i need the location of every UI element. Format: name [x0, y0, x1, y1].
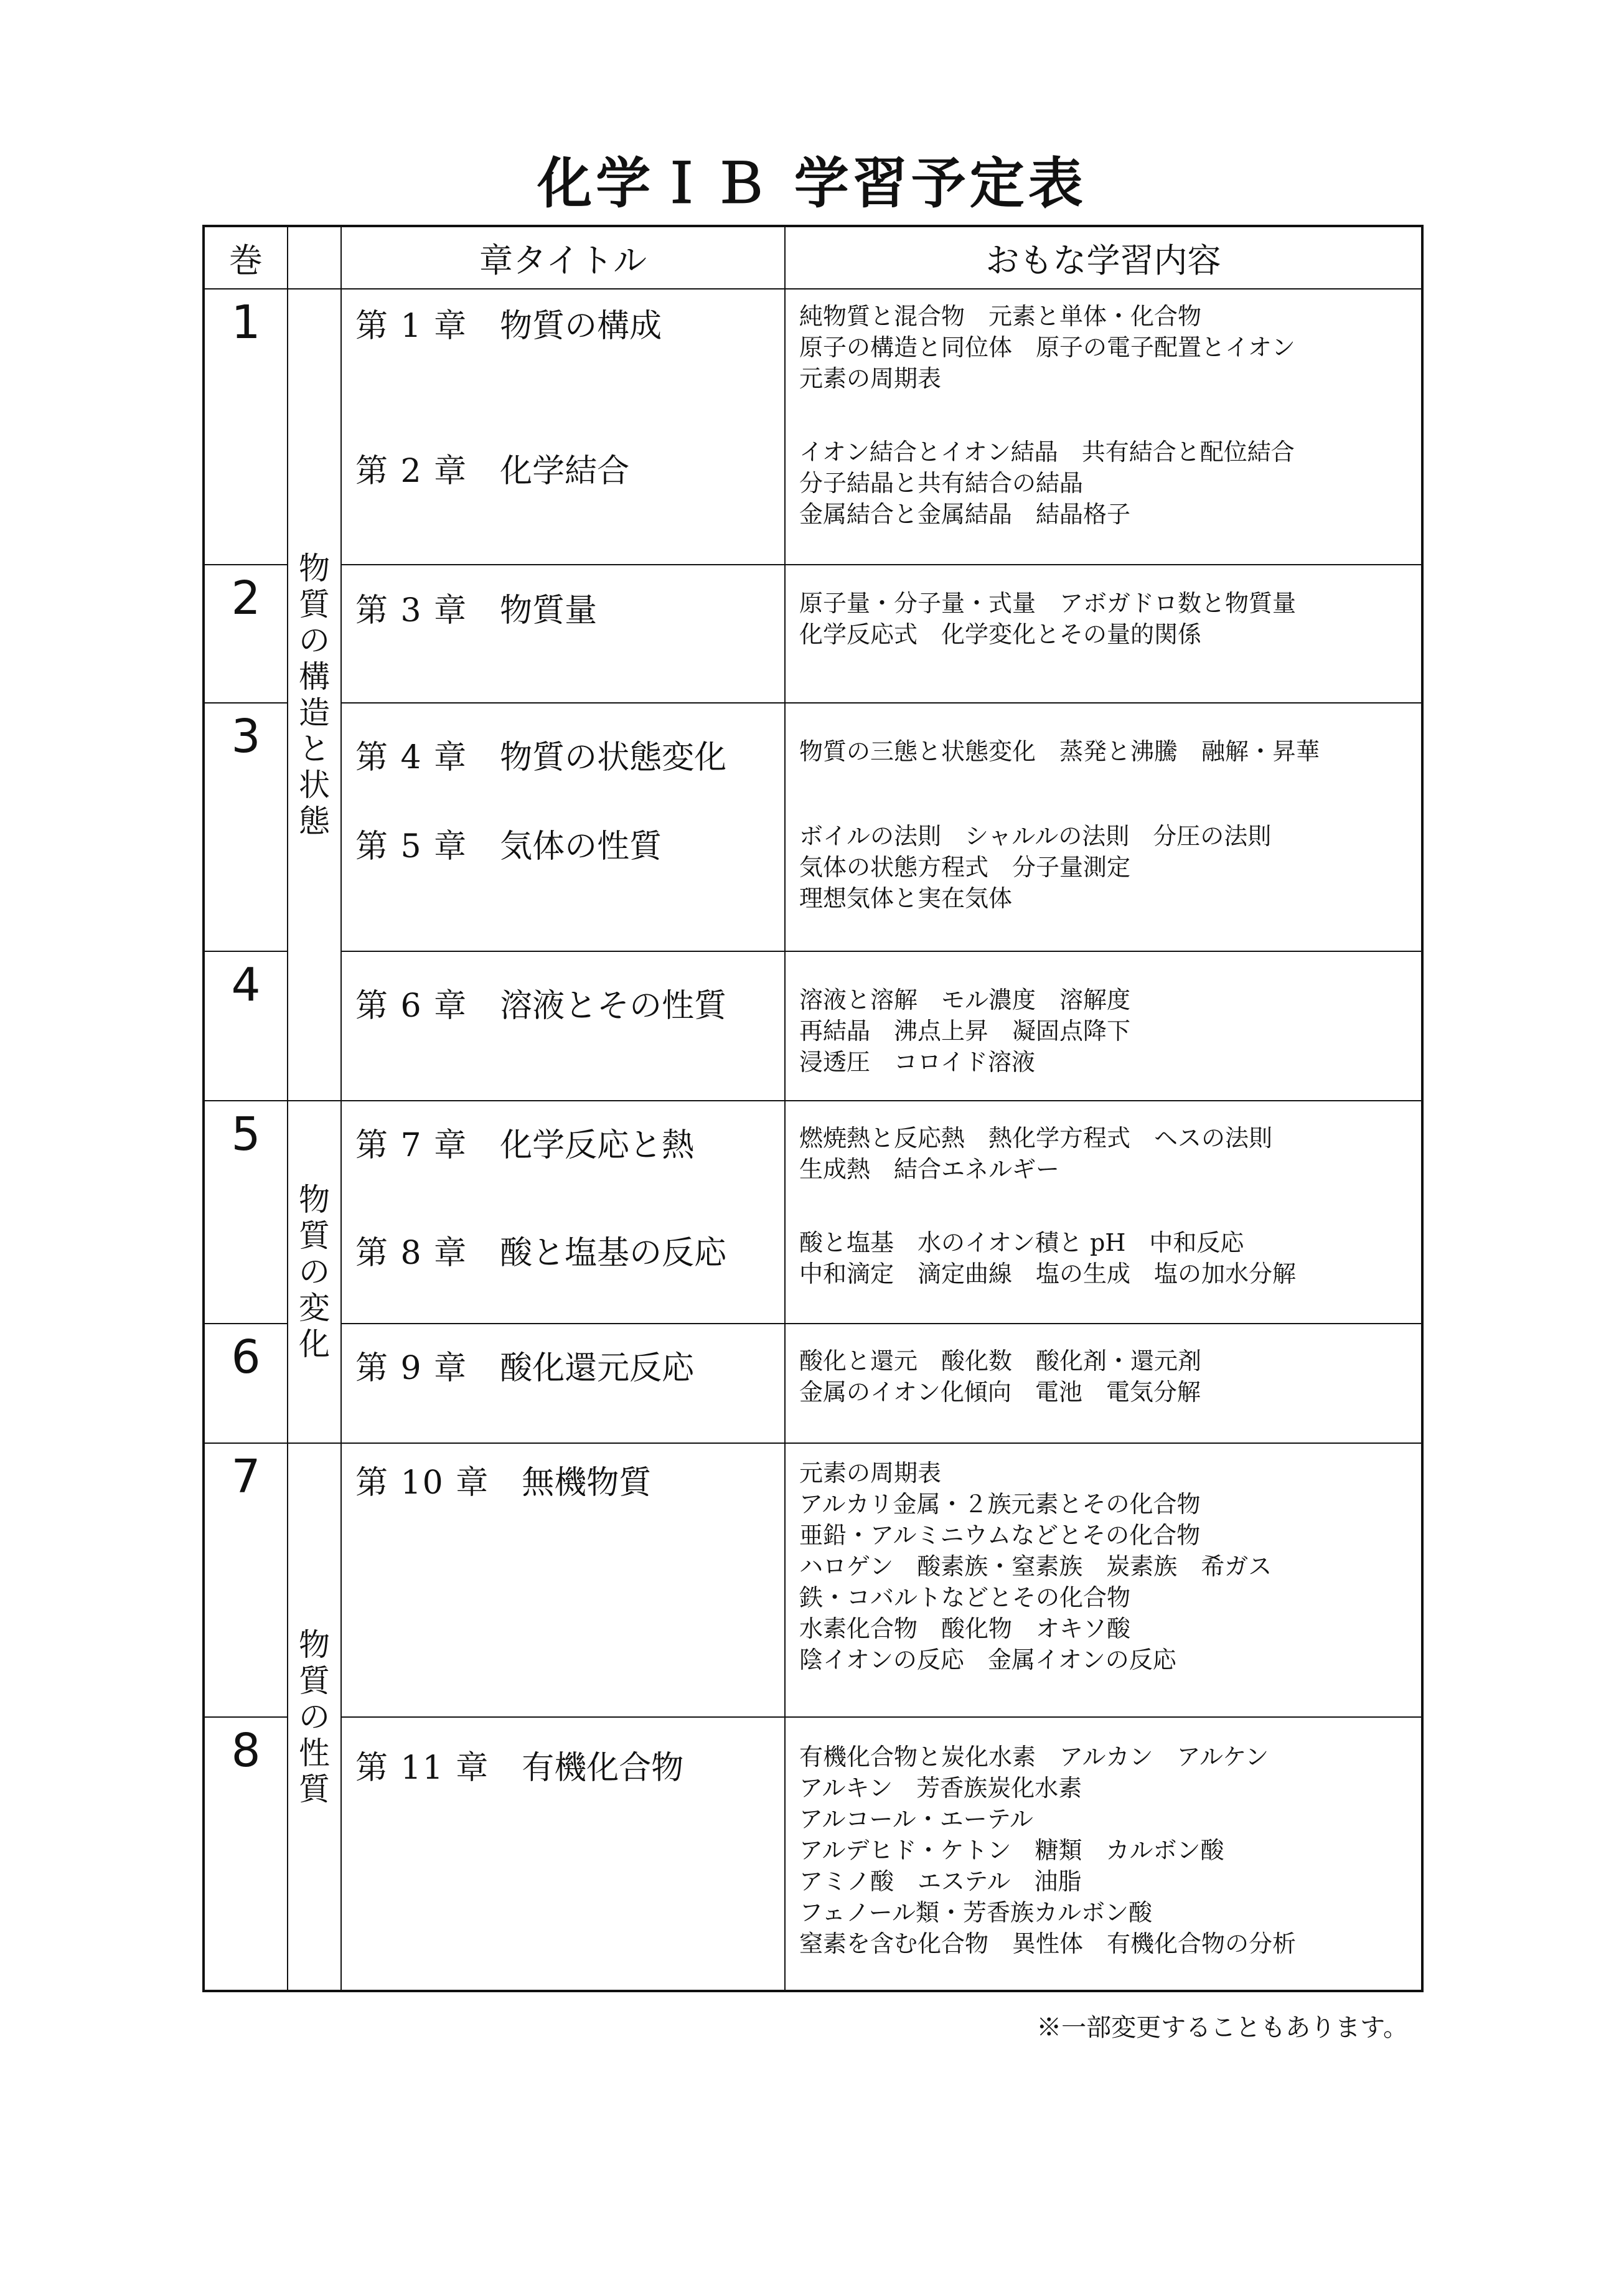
content-line: 酸化と還元 酸化数 酸化剤・還元剤: [799, 1347, 1202, 1375]
chapter-cell: [341, 951, 785, 1101]
schedule-table: [202, 225, 1424, 1992]
category-label: 物質の性質: [299, 1626, 330, 1807]
content-cell: [785, 1101, 1422, 1324]
chapter-entry: 第 2 章 化学結合: [355, 453, 630, 490]
chapter-entry: 第 5 章 気体の性質: [355, 828, 662, 865]
content-line: 亜鉛・アルミニウムなどとその化合物: [799, 1522, 1201, 1549]
header-category: [288, 226, 341, 289]
content-line: 原子の構造と同位体 原子の電子配置とイオン: [799, 334, 1295, 361]
table-row: [204, 1443, 1422, 1717]
content-line: 生成熱 結合エネルギー: [799, 1155, 1060, 1183]
content-line: 再結晶 沸点上昇 凝固点降下: [799, 1017, 1131, 1045]
chapter-entry: 第 6 章 溶液とその性質: [355, 987, 727, 1025]
table-row: [204, 1717, 1422, 1991]
header-chapter: 章タイトル: [341, 226, 785, 289]
chapter-entry: 第 4 章 物質の状態変化: [355, 739, 727, 776]
content-cell: [785, 1324, 1422, 1443]
header-content: おもな学習内容: [785, 226, 1422, 289]
table-row: [204, 289, 1422, 565]
chapter-entry: 第 7 章 化学反応と熱: [355, 1127, 695, 1164]
content-cell: [785, 951, 1422, 1101]
content-line: アミノ酸 エステル 油脂: [799, 1868, 1082, 1895]
content-cell: [785, 703, 1422, 951]
content-cell: [785, 565, 1422, 703]
category-label: 物質の構造と状態: [299, 550, 330, 839]
content-line: イオン結合とイオン結晶 共有結合と配位結合: [799, 438, 1295, 466]
chapter-entry: 第 1 章 物質の構成: [355, 308, 662, 345]
content-line: 窒素を含む化合物 異性体 有機化合物の分析: [799, 1930, 1297, 1957]
chapter-cell: [341, 289, 785, 565]
chapter-entry: 第 9 章 酸化還元反応: [355, 1350, 695, 1387]
content-line: 気体の状態方程式 分子量測定: [799, 854, 1131, 881]
table-row: [204, 565, 1422, 703]
volume-number: 5: [204, 1101, 288, 1324]
content-line: ボイルの法則 シャルルの法則 分圧の法則: [799, 822, 1272, 850]
content-line: 分子結晶と共有結合の結晶: [799, 469, 1084, 497]
content-cell: [785, 1443, 1422, 1717]
footnote: ※一部変更することもあります。: [1036, 2013, 1408, 2042]
chapter-cell: [341, 1717, 785, 1991]
header-volume: 巻: [204, 226, 288, 289]
volume-number: 1: [204, 289, 288, 565]
content-line: 金属結合と金属結晶 結晶格子: [799, 501, 1131, 528]
content-cell: [785, 289, 1422, 565]
header-row: [204, 226, 1422, 289]
category-cell: [288, 289, 341, 1101]
page-title: 化学ＩＢ 学習予定表: [537, 151, 1087, 215]
category-cell: [288, 1101, 341, 1443]
content-line: 水素化合物 酸化物 オキソ酸: [799, 1615, 1131, 1642]
volume-number: 2: [204, 565, 288, 703]
table-row: [204, 703, 1422, 951]
content-line: 純物質と混合物 元素と単体・化合物: [799, 303, 1202, 330]
content-line: 理想気体と実在気体: [799, 885, 1013, 912]
content-line: 鉄・コバルトなどとその化合物: [799, 1584, 1131, 1611]
content-line: 有機化合物と炭化水素 アルカン アルケン: [799, 1743, 1269, 1771]
volume-number: 4: [204, 951, 288, 1101]
chapter-cell: [341, 1324, 785, 1443]
chapter-cell: [341, 1101, 785, 1324]
content-line: 溶液と溶解 モル濃度 溶解度: [799, 986, 1131, 1014]
content-line: 元素の周期表: [799, 365, 942, 392]
volume-number: 7: [204, 1443, 288, 1717]
volume-number: 3: [204, 703, 288, 951]
content-line: アルコール・エーテル: [799, 1805, 1033, 1833]
content-line: 浸透圧 コロイド溶液: [799, 1048, 1035, 1076]
content-line: アルデヒド・ケトン 糖類 カルボン酸: [799, 1837, 1224, 1864]
chapter-cell: [341, 703, 785, 951]
table-row: [204, 1101, 1422, 1324]
content-line: 原子量・分子量・式量 アボガドロ数と物質量: [799, 590, 1297, 617]
content-line: フェノール類・芳香族カルボン酸: [799, 1899, 1152, 1926]
table-row: [204, 951, 1422, 1101]
content-line: 酸と塩基 水のイオン積と pH 中和反応: [799, 1229, 1244, 1256]
content-line: 陰イオンの反応 金属イオンの反応: [799, 1646, 1176, 1673]
chapter-entry: 第 8 章 酸と塩基の反応: [355, 1235, 727, 1272]
chapter-cell: [341, 565, 785, 703]
content-line: アルカリ金属・２族元素とその化合物: [799, 1490, 1201, 1518]
content-line: 元素の周期表: [799, 1459, 942, 1487]
chapter-cell: [341, 1443, 785, 1717]
volume-number: 6: [204, 1324, 288, 1443]
content-line: アルキン 芳香族炭化水素: [799, 1774, 1082, 1802]
category-label: 物質の変化: [299, 1182, 330, 1362]
content-line: 中和滴定 滴定曲線 塩の生成 塩の加水分解: [799, 1260, 1297, 1287]
content-line: 燃焼熱と反応熱 熱化学方程式 ヘスの法則: [799, 1124, 1273, 1152]
content-line: 物質の三態と状態変化 蒸発と沸騰 融解・昇華: [799, 738, 1320, 765]
volume-number: 8: [204, 1717, 288, 1991]
table-row: [204, 1324, 1422, 1443]
content-line: 化学反応式 化学変化とその量的関係: [799, 621, 1202, 648]
content-line: 金属のイオン化傾向 電池 電気分解: [799, 1378, 1201, 1406]
content-cell: [785, 1717, 1422, 1991]
content-line: ハロゲン 酸素族・窒素族 炭素族 希ガス: [799, 1553, 1272, 1580]
chapter-entry: 第 3 章 物質量: [355, 592, 598, 629]
chapter-entry: 第 11 章 有機化合物: [355, 1749, 684, 1787]
category-cell: [288, 1443, 341, 1991]
chapter-entry: 第 10 章 無機物質: [355, 1464, 652, 1502]
